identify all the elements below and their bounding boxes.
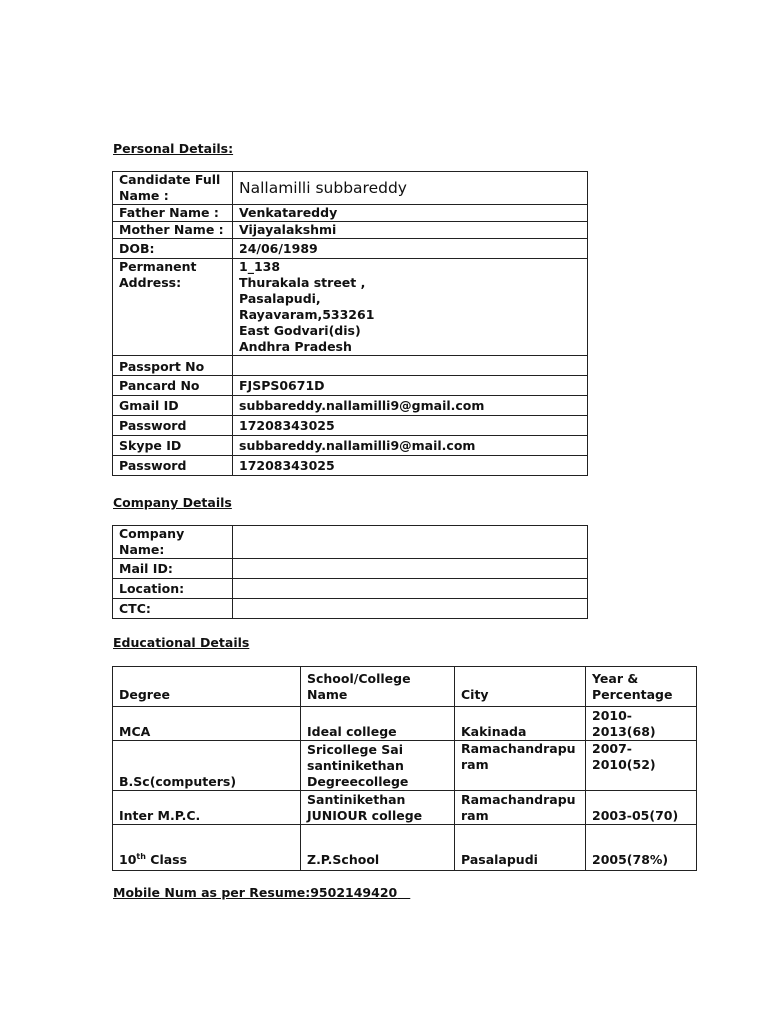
mobile-number-line: [113, 885, 410, 900]
table-row: [113, 526, 588, 559]
degree-header: Degree: [113, 667, 301, 707]
table-row: [113, 825, 697, 871]
table-row: [113, 741, 697, 791]
degree-cell: B.Sc(computers): [113, 741, 301, 791]
school-cell: Sricollege Sai santinikethan Degreecollege: [301, 741, 455, 791]
dob-value: 24/06/1989: [233, 239, 588, 259]
personal-details-table: [112, 171, 588, 476]
table-row: [113, 436, 588, 456]
table-row: [113, 599, 588, 619]
table-row: [113, 222, 588, 239]
class-suffix-sup: th: [136, 851, 146, 861]
table-row: [113, 172, 588, 205]
mail-id-value: [233, 559, 588, 579]
degree-cell: MCA: [113, 707, 301, 741]
mobile-label: Mobile Num as per Resume:: [113, 885, 311, 900]
passport-value: [233, 356, 588, 376]
table-row: [113, 456, 588, 476]
passport-label: Passport No: [113, 356, 233, 376]
table-row: [113, 259, 588, 356]
company-details-heading: Company Details: [113, 495, 232, 510]
mail-id-label: Mail ID:: [113, 559, 233, 579]
year-cell: 2003-05(70): [586, 791, 697, 825]
educational-details-heading: Educational Details: [113, 635, 250, 650]
degree-cell: Inter M.P.C.: [113, 791, 301, 825]
class-suffix: Class: [145, 852, 188, 867]
year-cell: 2010- 2013(68): [586, 707, 697, 741]
password-value: 17208343025: [233, 416, 588, 436]
school-cell: Santinikethan JUNIOUR college: [301, 791, 455, 825]
skype-value: subbareddy.nallamilli9@mail.com: [233, 436, 588, 456]
company-details-table: [112, 525, 588, 619]
table-row: [113, 239, 588, 259]
school-cell: Ideal college: [301, 707, 455, 741]
address-label: Permanent Address:: [113, 259, 233, 356]
table-row: [113, 376, 588, 396]
pancard-value: FJSPS0671D: [233, 376, 588, 396]
city-cell: Ramachandrapu ram: [455, 791, 586, 825]
skype-password-value: 17208343025: [233, 456, 588, 476]
class-number: 10: [119, 852, 137, 867]
table-row: [113, 416, 588, 436]
mobile-number: 9502149420: [310, 885, 398, 900]
company-name-value: [233, 526, 588, 559]
table-row: [113, 559, 588, 579]
city-header: City: [455, 667, 586, 707]
address-value: 1_138 Thurakala street , Pasalapudi, Rayavaram,533261 East Godvari(dis) Andhra Pradesh: [233, 259, 588, 356]
year-cell: 2005(78%): [586, 825, 697, 871]
table-row: [113, 205, 588, 222]
city-cell: Pasalapudi: [455, 825, 586, 871]
company-name-label: Company Name:: [113, 526, 233, 559]
location-value: [233, 579, 588, 599]
gmail-label: Gmail ID: [113, 396, 233, 416]
city-cell: Kakinada: [455, 707, 586, 741]
mother-name-label: Mother Name :: [113, 222, 233, 239]
father-name-label: Father Name :: [113, 205, 233, 222]
table-row: [113, 579, 588, 599]
table-row: [113, 791, 697, 825]
location-label: Location:: [113, 579, 233, 599]
table-row: [113, 356, 588, 376]
candidate-name-value: Nallamilli subbareddy: [233, 172, 588, 205]
dob-label: DOB:: [113, 239, 233, 259]
year-header: Year & Percentage: [586, 667, 697, 707]
candidate-name-label: Candidate Full Name :: [113, 172, 233, 205]
ctc-value: [233, 599, 588, 619]
degree-cell: [113, 825, 301, 871]
gmail-value: subbareddy.nallamilli9@gmail.com: [233, 396, 588, 416]
pancard-label: Pancard No: [113, 376, 233, 396]
school-cell: Z.P.School: [301, 825, 455, 871]
table-row: [113, 707, 697, 741]
educational-details-table: [112, 666, 697, 871]
school-header: School/College Name: [301, 667, 455, 707]
personal-details-heading: Personal Details:: [113, 141, 234, 156]
ctc-label: CTC:: [113, 599, 233, 619]
mother-name-value: Vijayalakshmi: [233, 222, 588, 239]
city-cell: Ramachandrapu ram: [455, 741, 586, 791]
year-cell: 2007- 2010(52): [586, 741, 697, 791]
skype-label: Skype ID: [113, 436, 233, 456]
password-label: Password: [113, 416, 233, 436]
father-name-value: Venkatareddy: [233, 205, 588, 222]
table-row: [113, 396, 588, 416]
skype-password-label: Password: [113, 456, 233, 476]
table-header-row: [113, 667, 697, 707]
